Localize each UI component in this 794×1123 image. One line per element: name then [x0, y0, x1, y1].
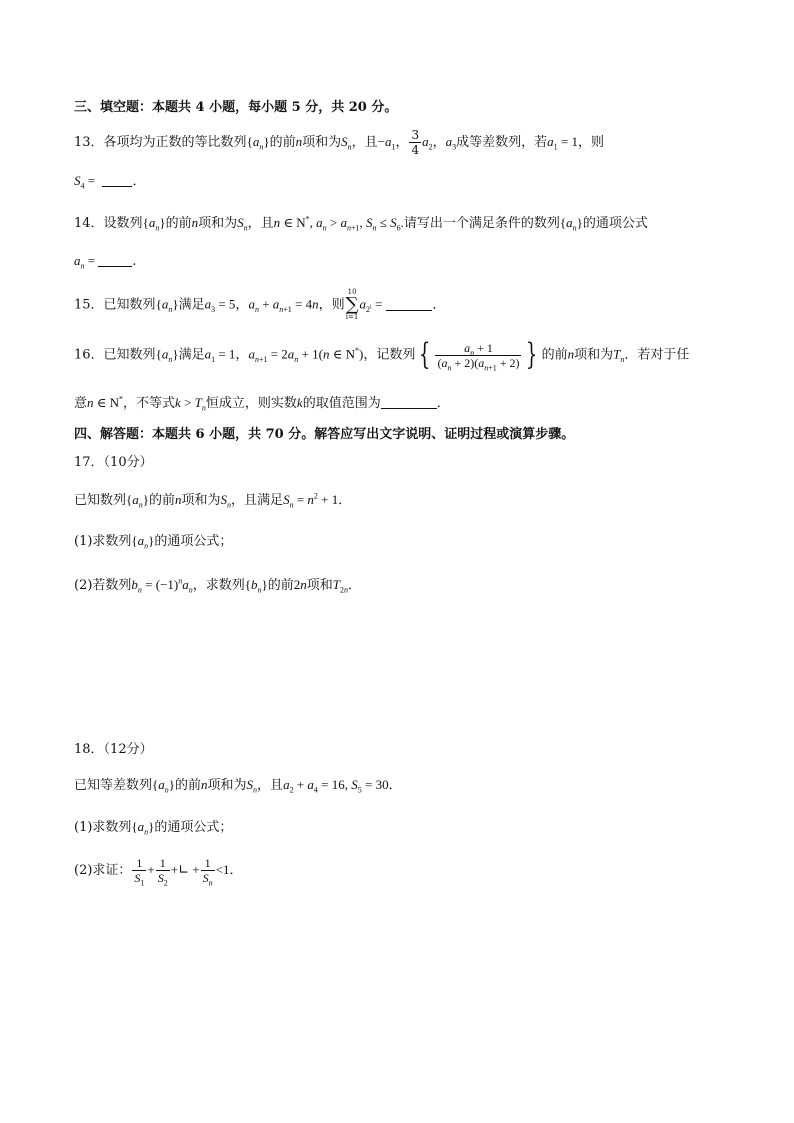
- q16-fraction: $\frac{a_n + 1}{(a_n + 2)(a_{n+1} + 2)}$: [437, 340, 520, 372]
- q17-part-2: (2)若数列$b_n = (-1)^na_n$，求数列$\{b_n\}$的前2n项和$T_{2n}$．: [74, 576, 362, 595]
- q18-stem: 已知等差数列$\{a_n\}$的前n项和为$S_n$，且$a_2 + a_4 = 16$, $S_5 = 30$．: [74, 777, 402, 795]
- question-15: 15．已知数列$\{a_n\}$满足$a_3 = 5$，$a_n + a_{n+1} = 4n$，则 10 ∑ i=1 $a_{2^i}$ = ．: [74, 288, 446, 321]
- section-3-header: 三、填空题：本题共 4 小题，每小题 5 分，共 20 分。: [74, 100, 398, 115]
- q17-part-1: (1)求数列$\{a_n\}$的通项公式；: [74, 533, 233, 551]
- question-16: 16．已知数列$\{a_n\}$满足$a_1 = 1$，$a_{n+1} = 2a_n + 1(n$ ∈ N*)，记数列 { $\frac{a_n + 1}{(a_n + 2)(a_{n+1} + 2)}$ } 的前n项和为$T_n$．若对于任: [74, 337, 690, 372]
- q14-answer-line: $a_n$ = .: [74, 253, 137, 271]
- q13-fraction: $\frac{3}{4}$: [411, 128, 420, 157]
- q15-sigma: 10 ∑ i=1: [345, 288, 359, 321]
- question-14: 14．设数列$\{a_n\}$的前n项和为$S_n$，且n ∈ N*, $a_n > a_{n+1}$, $S_n \le S_6$.请写出一个满足条件的数列$\{a_n\}$的通项公式: [74, 214, 648, 233]
- q17-title: 17．（10分）: [74, 455, 153, 470]
- q17-stem: 已知数列$\{a_n\}$的前n项和为$S_n$，且满足$S_n = n^2 + 1$．: [74, 491, 352, 510]
- q13-number: 13．: [74, 135, 104, 150]
- q18-part-2: (2)求证： $\frac{1}{S_1}$ + $\frac{1}{S_2}$ +∟ + $\frac{1}{S_n}$ <1．: [74, 856, 243, 888]
- q13-answer-blank[interactable]: [102, 174, 132, 187]
- q15-answer-blank[interactable]: [386, 298, 432, 311]
- q14-answer-blank[interactable]: [98, 254, 132, 267]
- q18-part-1: (1)求数列$\{a_n\}$的通项公式；: [74, 819, 233, 837]
- q16-answer-blank[interactable]: [381, 396, 437, 409]
- q13-answer-line: $S_4$ = ．: [74, 173, 146, 191]
- section-4-header: 四、解答题：本题共 6 小题，共 70 分。解答应写出文字说明、证明过程或演算步骤。: [74, 427, 575, 442]
- question-13: 13．各项均为正数的等比数列$\{a_n\}$的前n项和为$S_n$，且$-a_1$， $\frac{3}{4}$ $a_2$，$a_3$成等差数列，若$a_1 = 1$，则: [74, 128, 604, 157]
- q18-title: 18．（12分）: [74, 742, 153, 757]
- q16-line-2: 意n ∈ N*，不等式$k > T_n$恒成立，则实数k的取值范围为 ．: [74, 394, 450, 413]
